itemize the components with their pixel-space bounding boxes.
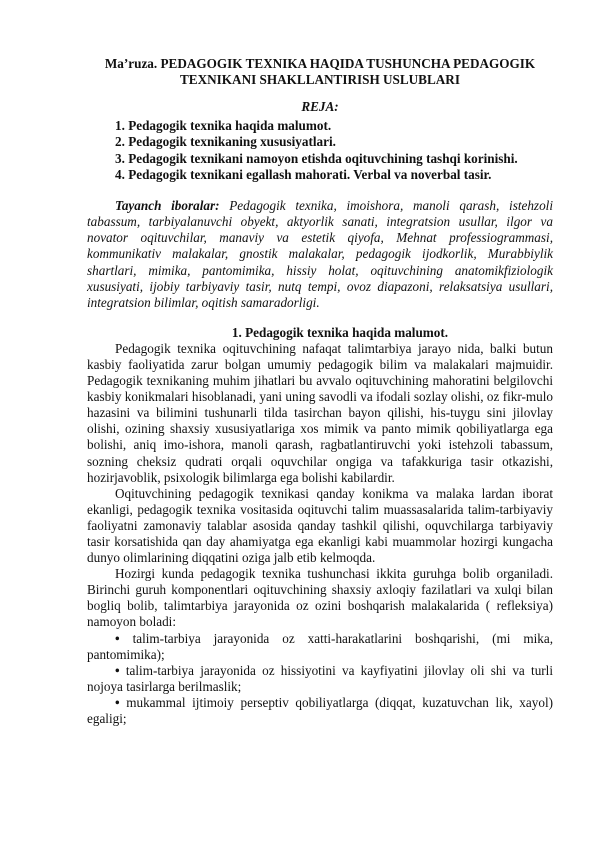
bullet-icon: • xyxy=(115,630,120,646)
lecture-title: Ma’ruza. PEDAGOGIK TEXNIKA HAQIDA TUSHUNCHA PEDAGOGIK TEXNIKANI SHAKLLANTIRISH USLUBLARI xyxy=(104,56,536,87)
section-heading: 1. Pedagogik texnika haqida malumot. xyxy=(231,324,449,340)
body-paragraph: Oqituvchining pedagogik texnikasi qanday konikma va malaka lardan iborat ekanligi, pedagogik texnika vositasida oqituvchi talim muassasalarida talim-tarbiyaviy faoliyatni zamonaviy talablar asosida qanday tashkil qilishi, oquvchilarga tarbiyaviy tasir korsatishida qan day ahamiyatga ega ekanligi kabi muammolar hozirgi kungacha dunyo olimlarining diqqatini oziga jalb etib kelmoqda. xyxy=(87,485,553,566)
bullet-icon: • xyxy=(115,662,120,678)
keywords-text: Pedagogik texnika, imoishora, manoli qarash, istehzoli tabassum, tarbiyalanuvchi obyekt, aktyorlik sanati, integratsion usullar, ilgor va novator oqituvchilar, manaviy va estetik qiyofa, Mehnat professiogrammasi, kommunikativ malakalar, gnostik malakalar, pedagogik ijodkorlik, Murabbiylik shartlari, mimika, pantomimika, hissiy holat, oqituvchining anatomikfiziologik xususiyati, ijobiy tarbiyaviy tasir, nutq tempi, ovoz diapazoni, relaksatsiya usullari, integratsion bilimlar, oqitish samaradorligi. xyxy=(87,198,553,310)
bullet-item xyxy=(87,631,553,663)
plan-item: 2. Pedagogik texnikaning xususiyatlari. xyxy=(115,134,336,150)
bullet-item xyxy=(87,695,553,727)
plan-item: 1. Pedagogik texnika haqida malumot. xyxy=(115,118,332,133)
bullet-text: mukammal ijtimoiy perseptiv qobiliyatlarga (diqqat, kuzatuvchan lik, xayol) egaligi; xyxy=(87,694,553,726)
body-paragraph: Hozirgi kunda pedagogik texnika tushunchasi ikkita guruhga bolib organiladi. Birinchi guruh komponentlari oqituvchining shaxsiy axloqiy fazilatlari va xulqi bilan bogliq bolib, talimtarbiya jarayonida oz ozini boshqarish malakalarida ( refleksiya) namoyon boladi: xyxy=(87,566,553,630)
plan-item: 4. Pedagogik texnikani egallash mahorati. Verbal va noverbal tasir. xyxy=(115,166,492,182)
bullet-item xyxy=(87,663,553,695)
plan-list xyxy=(87,118,553,183)
bullet-icon: • xyxy=(115,694,120,710)
bullet-text: talim-tarbiya jarayonida oz hissiyotini va kayfiyatini jilovlay oli shi va turli nojoya tasirlarga berilmaslik; xyxy=(87,662,554,694)
keywords-label: Tayanch iboralar: xyxy=(115,198,220,214)
keywords-paragraph xyxy=(87,198,553,311)
bullet-text: talim-tarbiya jarayonida oz xatti-harakatlarini boshqarishi, (mi mika, pantomimika); xyxy=(87,630,553,662)
body-paragraph: Pedagogik texnika oqituvchining nafaqat talimtarbiya jarayo nida, balki butun kasbiy faoliyatida zarur bolgan umumiy pedagogik bilim va malakalari majmuidir. Pedagogik texnikaning muhim jihatlari bu avvalo oqituvchining mahoratini belgilovchi kasbiy konikmalari hisoblanadi, yani uning savodli va ifodali sozlay olishi, oz fikr-mulo hazasini va bilimini tushunarli tilda tasirchan bayon qilishi, his-tuygu sini jilovlay olishi, ozining shaxsiy xususiyatlariga xos mimik va panto mimik qobiliyatlarga ega bolishi, aniq imo-ishora, manoli qarash, ragbatlantiruvchi yoki istehzoli tabassum, sozning cheksiz qudrati orqali oquvchilar ongiga va tafakkuriga tasir otkazishi, hozirjavoblik, psixologik bilimlarga ega bolishi kabilardir. xyxy=(87,340,553,485)
plan-heading: REJA: xyxy=(301,99,339,114)
plan-item: 3. Pedagogik texnikani namoyon etishda oqituvchining tashqi korinishi. xyxy=(115,150,518,166)
